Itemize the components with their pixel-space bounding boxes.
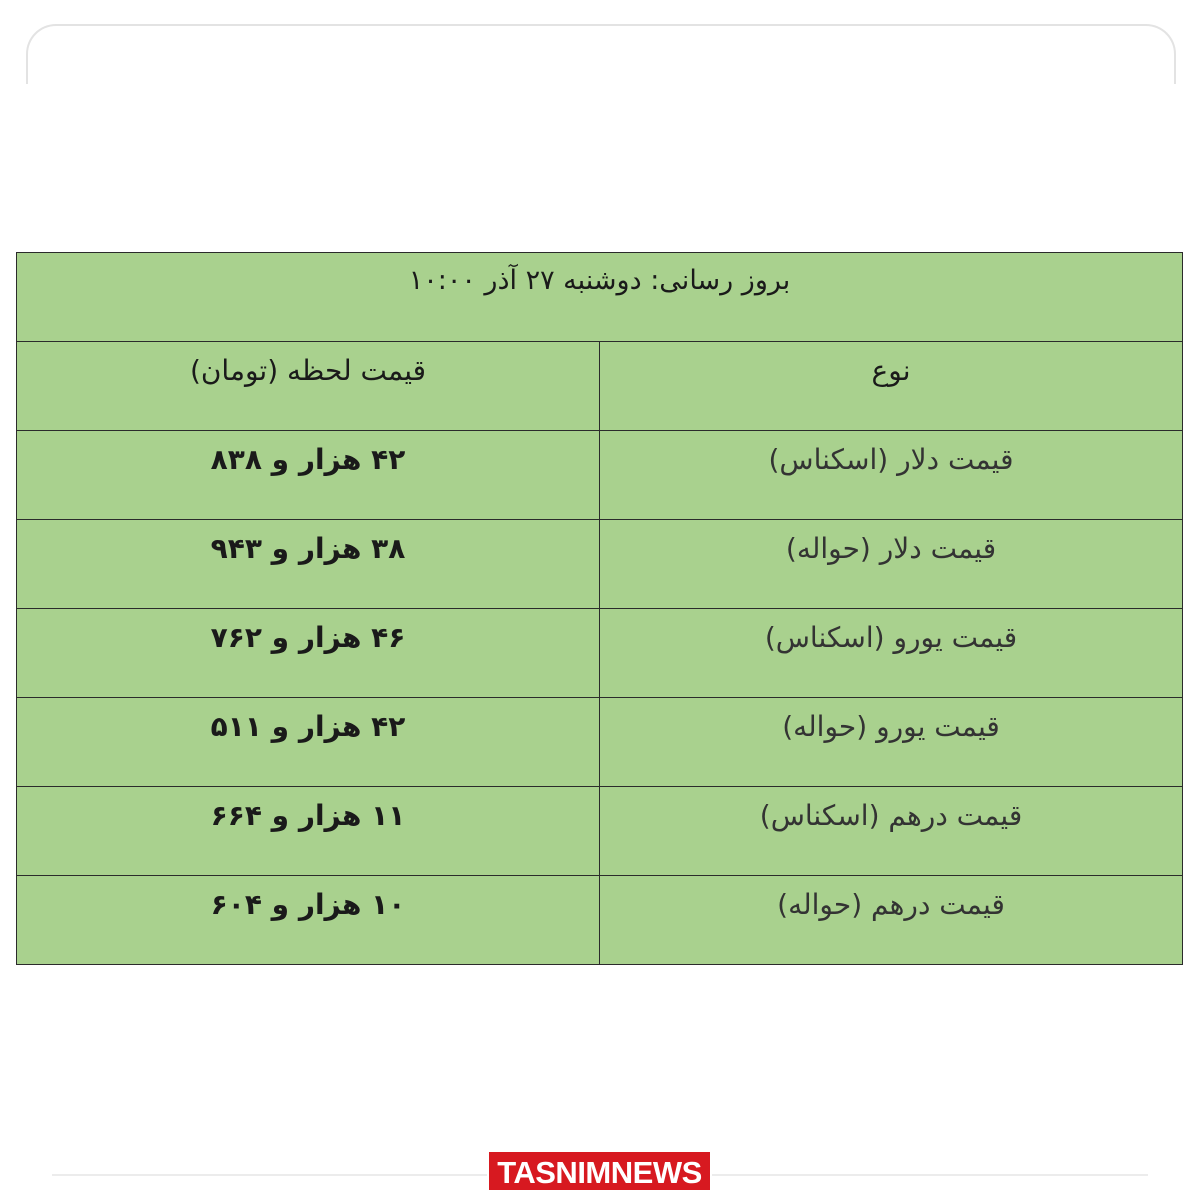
currency-price-table — [16, 252, 1183, 965]
row-price: ۳۸ هزار و ۹۴۳ — [17, 520, 600, 609]
card-frame — [26, 24, 1176, 84]
row-type: قیمت درهم (اسکناس) — [600, 787, 1183, 876]
row-type: قیمت دلار (اسکناس) — [600, 431, 1183, 520]
row-type: قیمت یورو (حواله) — [600, 698, 1183, 787]
table-row — [17, 431, 1183, 520]
update-timestamp: بروز رسانی: دوشنبه ۲۷ آذر ۱۰:۰۰ — [17, 253, 1183, 342]
header-type: نوع — [600, 342, 1183, 431]
row-price: ۱۱ هزار و ۶۶۴ — [17, 787, 600, 876]
row-price: ۴۲ هزار و ۵۱۱ — [17, 698, 600, 787]
tasnimnews-logo: TASNIMNEWS — [487, 1150, 712, 1192]
update-row — [17, 253, 1183, 342]
table-row — [17, 876, 1183, 965]
row-price: ۴۶ هزار و ۷۶۲ — [17, 609, 600, 698]
header-row — [17, 342, 1183, 431]
header-price: قیمت لحظه (تومان) — [17, 342, 600, 431]
table-row — [17, 609, 1183, 698]
row-type: قیمت دلار (حواله) — [600, 520, 1183, 609]
row-price: ۱۰ هزار و ۶۰۴ — [17, 876, 600, 965]
row-type: قیمت یورو (اسکناس) — [600, 609, 1183, 698]
row-price: ۴۲ هزار و ۸۳۸ — [17, 431, 600, 520]
row-type: قیمت درهم (حواله) — [600, 876, 1183, 965]
table-row — [17, 520, 1183, 609]
table-row — [17, 698, 1183, 787]
table-row — [17, 787, 1183, 876]
